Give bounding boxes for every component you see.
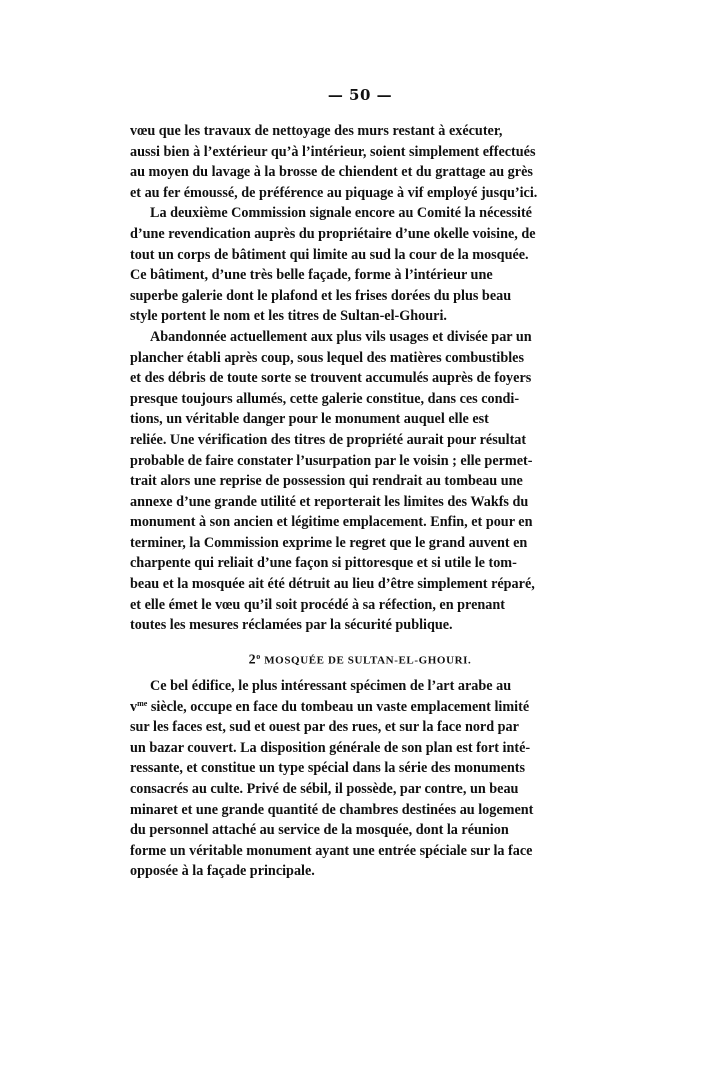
- text-line: beau et la mosquée ait été détruit au lieu d’être simplement réparé,: [130, 576, 535, 593]
- century-superscript: me: [137, 698, 148, 708]
- text-line: opposée à la façade principale.: [130, 863, 315, 880]
- text-line: tout un corps de bâtiment qui limite au sud la cour de la mosquée.: [130, 246, 529, 263]
- text-line: et elle émet le vœu qu’il soit procédé à sa réfection, en prenant: [130, 596, 505, 613]
- text-line: minaret et une grande quantité de chambres destinées au logement: [130, 801, 534, 818]
- text-line: monument à son ancien et légitime emplacement. Enfin, et pour en: [130, 514, 533, 531]
- text-line: sur les faces est, sud et ouest par des rues, et sur la face nord par: [130, 719, 519, 736]
- text-line: au moyen du lavage à la brosse de chiendent et du grattage au grès: [130, 164, 533, 181]
- text-line: annexe d’une grande utilité et reporterait les limites des Wakfs du: [130, 493, 529, 510]
- page-number: — 50 —: [327, 86, 393, 104]
- heading-number: 2: [248, 652, 257, 668]
- text-line: et au fer émoussé, de préférence au piquage à vif employé jusqu’ici.: [130, 184, 538, 201]
- text-line: du personnel attaché au service de la mosquée, dont la réunion: [130, 822, 509, 839]
- text-line: superbe galerie dont le plafond et les frises dorées du plus beau: [130, 287, 512, 304]
- text-line: et des débris de toute sorte se trouvent accumulés auprès de foyers: [130, 370, 532, 387]
- text-line: tions, un véritable danger pour le monument auquel elle est: [130, 411, 489, 428]
- text-line: La deuxième Commission signale encore au Comité la nécessité: [150, 205, 532, 222]
- text-line: aussi bien à l’extérieur qu’à l’intérieur, soient simplement effectués: [130, 143, 536, 160]
- text-line: style portent le nom et les titres de Sultan-el-Ghouri.: [130, 308, 447, 325]
- section-heading: [0, 652, 720, 669]
- text-line: consacrés au culte. Privé de sébil, il possède, par contre, un beau: [130, 780, 519, 797]
- text-line: terminer, la Commission exprime le regret que le grand auvent en: [130, 534, 528, 551]
- body-text-section-2: [130, 676, 610, 882]
- text-line: plancher établi après coup, sous lequel des matières combustibles: [130, 349, 524, 366]
- body-text-section-1: [130, 121, 610, 636]
- text-line: vœu que les travaux de nettoyage des murs restant à exécuter,: [130, 123, 503, 139]
- text-line: ressante, et constitue un type spécial dans la série des monuments: [130, 760, 526, 777]
- text-line: Abandonnée actuellement aux plus vils usages et divisée par un: [150, 328, 532, 345]
- text-line: Ce bel édifice, le plus intéressant spécimen de l’art arabe au: [150, 678, 512, 694]
- text-line: d’une revendication auprès du propriétaire d’une okelle voisine, de: [130, 225, 536, 242]
- text-line: presque toujours allumés, cette galerie constitue, dans ces condi-: [130, 390, 520, 407]
- text-line: probable de faire constater l’usurpation par le voisin ; elle permet-: [130, 452, 533, 469]
- text-line-rest: siècle, occupe en face du tombeau un vaste emplacement limité: [147, 698, 530, 715]
- text-line: un bazar couvert. La disposition générale de son plan est fort inté-: [130, 739, 531, 756]
- text-line: trait alors une reprise de possession qui rendrait au tombeau une: [130, 473, 523, 490]
- heading-title: MOSQUÉE DE SULTAN-EL-GHOURI.: [264, 654, 472, 667]
- heading-ordinal: o: [256, 652, 261, 661]
- text-line: forme un véritable monument ayant une entrée spéciale sur la face: [130, 842, 533, 859]
- text-line: Ce bâtiment, d’une très belle façade, forme à l’intérieur une: [130, 267, 493, 284]
- text-line: [130, 697, 610, 718]
- text-line: charpente qui reliait d’une façon si pittoresque et si utile le tom-: [130, 555, 517, 572]
- text-line: toutes les mesures réclamées par la sécurité publique.: [130, 617, 453, 634]
- text-line: reliée. Une vérification des titres de propriété aurait pour résultat: [130, 431, 527, 448]
- century-numeral: v: [130, 698, 138, 715]
